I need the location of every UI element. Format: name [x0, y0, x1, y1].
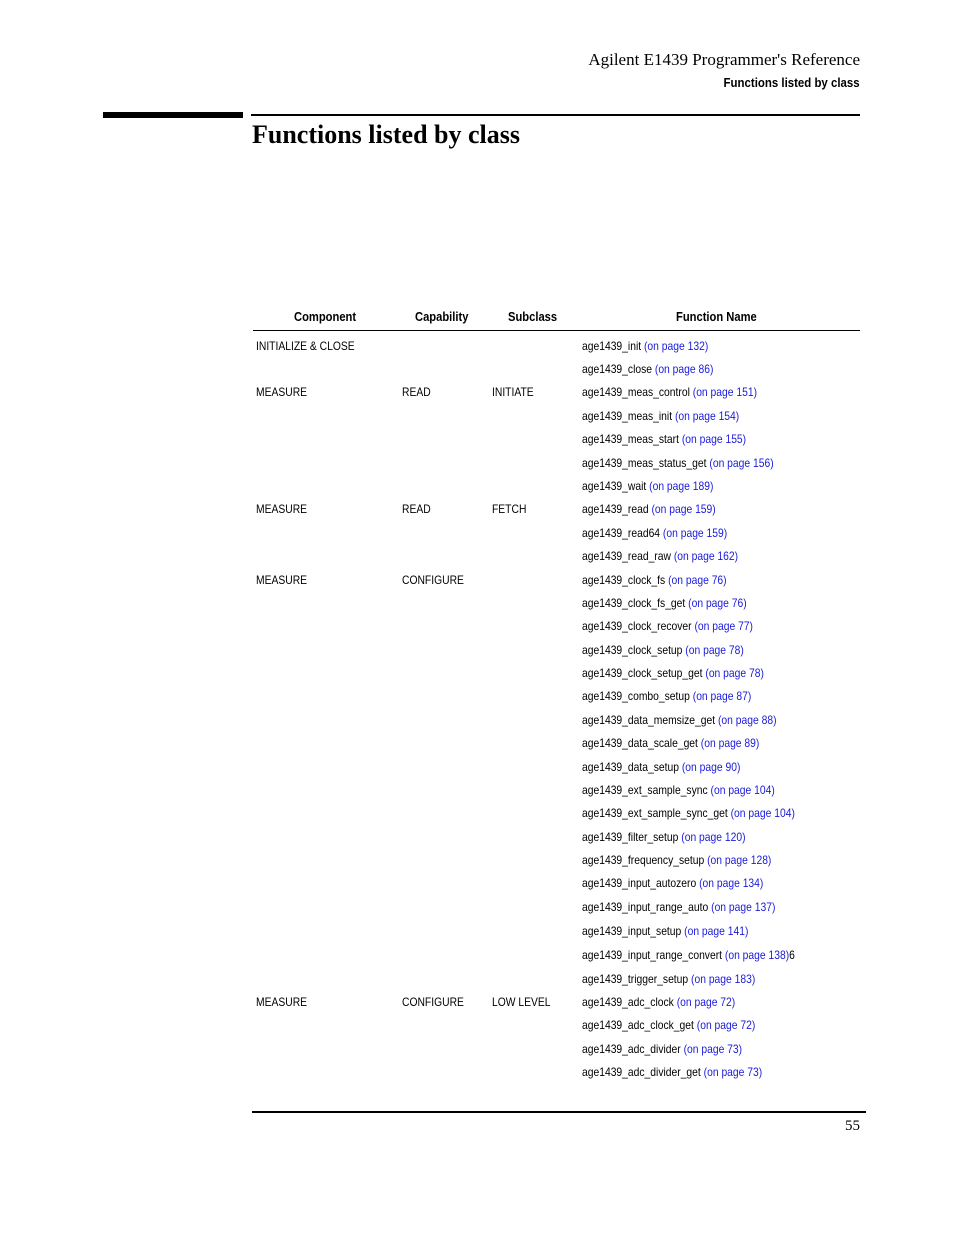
- cell-function-name: [582, 596, 747, 610]
- page-number: 55: [845, 1118, 860, 1134]
- page-reference-link[interactable]: (on page 137): [711, 900, 776, 914]
- cell-function-name: [582, 643, 744, 657]
- function-name: age1439_trigger_setup: [582, 972, 689, 986]
- page-reference-link[interactable]: (on page 151): [692, 385, 758, 399]
- cell-function-name: [582, 339, 708, 353]
- page-reference-link[interactable]: (on page 162): [673, 549, 739, 563]
- cell-function-name: [582, 502, 716, 516]
- running-header-section: Functions listed by class: [723, 75, 860, 90]
- cell-function-name: [582, 689, 751, 703]
- page-reference-link[interactable]: (on page 87): [692, 689, 752, 703]
- cell-function-name: [582, 972, 755, 986]
- page-reference-link[interactable]: (on page 72): [696, 1018, 756, 1032]
- function-name: age1439_input_range_convert: [582, 948, 723, 962]
- table-row: [253, 827, 860, 849]
- table-row: [253, 1015, 860, 1037]
- page-reference-link[interactable]: (on page 89): [700, 736, 760, 750]
- table-row: [253, 945, 860, 967]
- page-reference-link[interactable]: (on page 189): [649, 479, 714, 493]
- function-name: age1439_combo_setup: [582, 689, 690, 703]
- page-reference-link[interactable]: (on page 104): [730, 806, 795, 820]
- table-row: [253, 382, 860, 404]
- page-reference-link[interactable]: (on page 73): [683, 1042, 743, 1056]
- table-row: [253, 640, 860, 662]
- table-row: [253, 429, 860, 451]
- cell-function-name: [582, 900, 775, 914]
- table-row: [253, 921, 860, 943]
- table-row: [253, 992, 860, 1014]
- table-row: [253, 523, 860, 545]
- function-name: age1439_read: [582, 502, 649, 516]
- function-name: age1439_data_memsize_get: [582, 713, 716, 727]
- page-reference-link[interactable]: (on page 90): [681, 760, 741, 774]
- table-row: [253, 359, 860, 381]
- cell-function-name: [582, 736, 759, 750]
- table-row: [253, 570, 860, 592]
- table-row: [253, 406, 860, 428]
- table-row: [253, 663, 860, 685]
- footer-rule: [252, 1111, 866, 1113]
- table-row: [253, 1062, 860, 1084]
- cell-function-name: [582, 876, 763, 890]
- function-name: age1439_init: [582, 339, 642, 353]
- table-row: [253, 710, 860, 732]
- table-header-row: [253, 305, 860, 331]
- cell-function-name: [582, 385, 757, 399]
- function-name: age1439_meas_init: [582, 409, 673, 423]
- page-reference-link[interactable]: (on page 132): [643, 339, 709, 353]
- cell-subclass: FETCH: [492, 502, 527, 516]
- cell-capability: READ: [402, 385, 431, 399]
- function-name: age1439_clock_recover: [582, 619, 692, 633]
- function-name: age1439_data_setup: [582, 760, 679, 774]
- page-reference-link[interactable]: (on page 128): [707, 853, 772, 867]
- function-name: age1439_ext_sample_sync_get: [582, 806, 728, 820]
- table-row: [253, 803, 860, 825]
- page-reference-link[interactable]: (on page 77): [694, 619, 753, 633]
- page-reference-link[interactable]: (on page 73): [703, 1065, 763, 1079]
- page-reference-link[interactable]: (on page 120): [681, 830, 746, 844]
- function-name: age1439_input_range_auto: [582, 900, 709, 914]
- table-row: [253, 780, 860, 802]
- cell-function-name: [582, 806, 795, 820]
- function-name: age1439_meas_start: [582, 432, 679, 446]
- cell-component: MEASURE: [256, 385, 308, 399]
- function-name: age1439_clock_setup_get: [582, 666, 703, 680]
- cell-capability: CONFIGURE: [402, 573, 464, 587]
- function-name: age1439_adc_divider: [582, 1042, 681, 1056]
- function-name: age1439_input_autozero: [582, 876, 697, 890]
- function-name: age1439_adc_clock_get: [582, 1018, 694, 1032]
- cell-component: MEASURE: [256, 995, 308, 1009]
- page-reference-link[interactable]: (on page 76): [668, 573, 727, 587]
- table-row: [253, 850, 860, 872]
- function-name: age1439_data_scale_get: [582, 736, 698, 750]
- function-name: age1439_ext_sample_sync: [582, 783, 708, 797]
- cell-function-name: [582, 432, 746, 446]
- function-name: age1439_meas_status_get: [582, 456, 707, 470]
- cell-function-name: [582, 783, 775, 797]
- cell-function-name: [582, 713, 777, 727]
- function-name: age1439_wait: [582, 479, 647, 493]
- table-row: [253, 336, 860, 358]
- cell-component: MEASURE: [256, 502, 308, 516]
- page-reference-link[interactable]: (on page 78): [705, 666, 764, 680]
- cell-function-name: [582, 573, 727, 587]
- function-suffix: 6: [789, 948, 795, 962]
- cell-function-name: [582, 1042, 742, 1056]
- cell-function-name: [582, 853, 771, 867]
- table-row: [253, 757, 860, 779]
- page-reference-link[interactable]: (on page 183): [691, 972, 756, 986]
- page-reference-link[interactable]: (on page 88): [717, 713, 777, 727]
- page-reference-link[interactable]: (on page 156): [709, 456, 774, 470]
- table-row: [253, 546, 860, 568]
- function-name: age1439_clock_fs_get: [582, 596, 686, 610]
- header-rule-thick: [103, 112, 243, 118]
- cell-function-name: [582, 924, 748, 938]
- function-name: age1439_filter_setup: [582, 830, 679, 844]
- cell-function-name: [582, 948, 795, 962]
- table-row: [253, 1039, 860, 1061]
- table-row: [253, 616, 860, 638]
- column-header-component: Component: [294, 309, 357, 324]
- column-header-function-name: Function Name: [676, 309, 757, 324]
- page-reference-link[interactable]: (on page 76): [688, 596, 747, 610]
- function-name: age1439_adc_clock: [582, 995, 674, 1009]
- page-reference-link[interactable]: (on page 138): [724, 948, 790, 962]
- function-name: age1439_clock_setup: [582, 643, 683, 657]
- cell-function-name: [582, 362, 713, 376]
- function-name: age1439_adc_divider_get: [582, 1065, 701, 1079]
- column-header-capability: Capability: [415, 309, 469, 324]
- cell-function-name: [582, 479, 713, 493]
- functions-table: [253, 305, 860, 1079]
- cell-function-name: [582, 995, 735, 1009]
- page-reference-link[interactable]: (on page 78): [685, 643, 744, 657]
- running-header-title: Agilent E1439 Programmer's Reference: [588, 50, 860, 69]
- table-row: [253, 499, 860, 521]
- table-row: [253, 873, 860, 895]
- table-row: [253, 476, 860, 498]
- function-name: age1439_read_raw: [582, 549, 671, 563]
- cell-function-name: [582, 1018, 755, 1032]
- page-title: Functions listed by class: [252, 120, 520, 149]
- function-name: age1439_close: [582, 362, 653, 376]
- page-reference-link[interactable]: (on page 86): [654, 362, 714, 376]
- column-header-subclass: Subclass: [508, 309, 558, 324]
- page-reference-link[interactable]: (on page 104): [710, 783, 775, 797]
- cell-subclass: LOW LEVEL: [492, 995, 551, 1009]
- cell-function-name: [582, 456, 774, 470]
- page-reference-link[interactable]: (on page 154): [674, 409, 740, 423]
- page-reference-link[interactable]: (on page 155): [681, 432, 747, 446]
- page-reference-link[interactable]: (on page 159): [651, 502, 716, 516]
- cell-capability: READ: [402, 502, 431, 516]
- function-name: age1439_frequency_setup: [582, 853, 705, 867]
- page-reference-link[interactable]: (on page 72): [676, 995, 736, 1009]
- cell-capability: CONFIGURE: [402, 995, 464, 1009]
- cell-component: MEASURE: [256, 573, 308, 587]
- header-rule-thin: [251, 114, 860, 116]
- table-row: [253, 897, 860, 919]
- cell-function-name: [582, 409, 739, 423]
- cell-function-name: [582, 1065, 762, 1079]
- table-row: [253, 969, 860, 991]
- cell-function-name: [582, 549, 738, 563]
- table-row: [253, 686, 860, 708]
- page-reference-link[interactable]: (on page 134): [699, 876, 764, 890]
- function-name: age1439_clock_fs: [582, 573, 666, 587]
- function-name: age1439_read64: [582, 526, 661, 540]
- table-row: [253, 733, 860, 755]
- function-name: age1439_input_setup: [582, 924, 685, 938]
- cell-function-name: [582, 666, 764, 680]
- table-row: [253, 453, 860, 475]
- cell-function-name: [582, 830, 746, 844]
- cell-subclass: INITIATE: [492, 385, 534, 399]
- cell-function-name: [582, 760, 740, 774]
- cell-function-name: [582, 619, 753, 633]
- table-row: [253, 593, 860, 615]
- page-reference-link[interactable]: (on page 159): [662, 526, 728, 540]
- page-reference-link[interactable]: (on page 141): [684, 924, 749, 938]
- cell-component: INITIALIZE & CLOSE: [256, 339, 355, 353]
- function-name: age1439_meas_control: [582, 385, 690, 399]
- cell-function-name: [582, 526, 727, 540]
